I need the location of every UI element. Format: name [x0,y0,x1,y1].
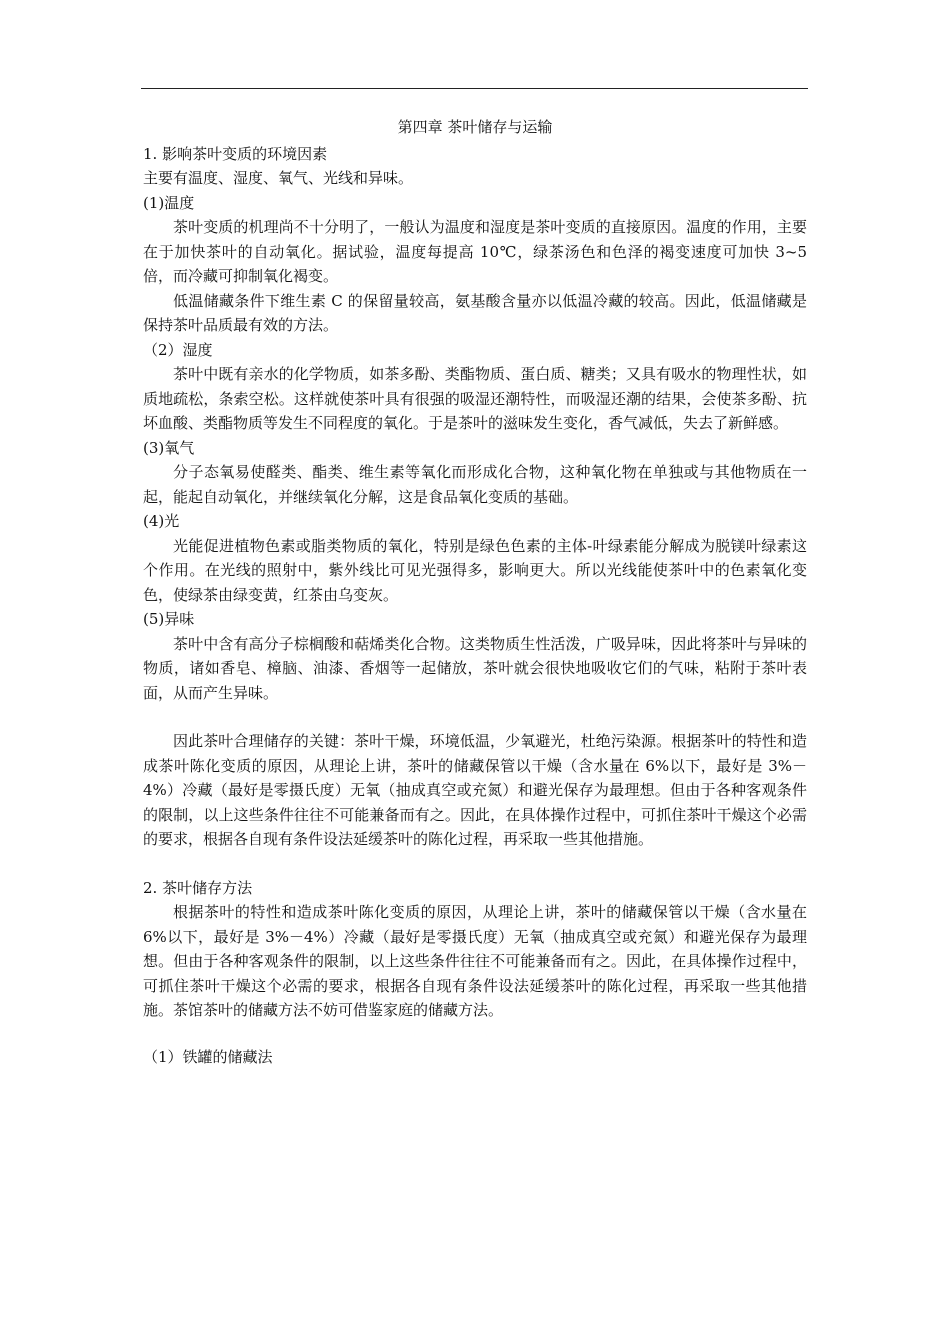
paragraph: 分子态氧易使醛类、酯类、维生素等氧化而形成化合物，这种氧化物在单独或与其他物质在一起，能起自动氧化，并继续氧化分解，这是食品氧化变质的基础。 [143,463,807,506]
document-body [143,115,807,1069]
subsection-heading-oxygen: (3)氧气 [143,438,195,457]
spacer [143,1023,807,1045]
summary-paragraph: 因此茶叶合理储存的关键：茶叶干燥，环境低温，少氧避光，杜绝污染源。根据茶叶的特性和造成茶叶陈化变质的原因，从理论上讲，茶叶的储藏保管以干燥（含水量在 6%以下，最好是 3%－4%）冷藏（最好是零摄氏度）无氧（抽成真空或充氮）和避光保存为最理想。但由于各种客观条件的限制，以上这些条件往往不可能兼备而有之。因此，在具体操作过程中，可抓住茶叶干燥这个必需的要求，根据各自现有条件设法延缓茶叶的陈化过程，再采取一些其他措施。 [143,732,807,848]
section-heading: 2. 茶叶储存方法 [143,878,253,897]
subsection-heading-light: (4)光 [143,512,180,530]
subsection-heading-humidity: （2）湿度 [143,340,213,359]
paragraph: 茶叶中含有高分子棕榈酸和萜烯类化合物。这类物质生性活泼，广吸异味，因此将茶叶与异味的物质，诸如香皂、樟脑、油漆、香烟等一起储放，茶叶就会很快地吸收它们的气味，粘附于茶叶表面，从而产生异味。 [143,634,807,702]
spacer [143,705,807,729]
section-heading: 1. 影响茶叶变质的环境因素 [143,144,328,163]
header-rule [141,88,808,89]
paragraph: 低温储藏条件下维生素 C 的保留量较高，氨基酸含量亦以低温冷藏的较高。因此，低温储藏是保持茶叶品质最有效的方法。 [143,291,807,334]
paragraph: 光能促进植物色素或脂类物质的氧化，特别是绿色色素的主体-叶绿素能分解成为脱镁叶绿素这个作用。在光线的照射中，紫外线比可见光强得多，影响更大。所以光线能使茶叶中的色素氧化变色，使绿茶由绿变黄，红茶由乌变灰。 [143,536,807,604]
subsection-heading-iron-can: （1）铁罐的储藏法 [143,1047,273,1066]
subsection-heading-temperature: (1)温度 [143,193,195,212]
subsection-heading-odor: (5)异味 [143,610,195,628]
section-intro: 主要有温度、湿度、氧气、光线和异味。 [143,169,414,187]
chapter-title: 第四章 茶叶储存与运输 [397,118,553,136]
spacer [143,852,807,876]
paragraph: 茶叶变质的机理尚不十分明了，一般认为温度和湿度是茶叶变质的直接原因。温度的作用，主要在于加快茶叶的自动氧化。据试验，温度每提高 10℃，绿茶汤色和色泽的褐变速度可加快 3~5 倍，而冷藏可抑制氧化褐变。 [143,218,807,285]
paragraph: 茶叶中既有亲水的化学物质，如茶多酚、类酯物质、蛋白质、糖类；又具有吸水的物理性状，如质地疏松，条索空松。这样就使茶叶具有很强的吸湿还潮特性，而吸湿还潮的结果，会使茶多酚、抗坏血酸、类酯物质等发生不同程度的氧化。于是茶叶的滋味发生变化，香气减低，失去了新鲜感。 [143,365,807,432]
paragraph: 根据茶叶的特性和造成茶叶陈化变质的原因，从理论上讲，茶叶的储藏保管以干燥（含水量在 6%以下，最好是 3%－4%）冷藏（最好是零摄氏度）无氧（抽成真空或充氮）和避光保存为最理想。但由于各种客观条件的限制，以上这些条件往往不可能兼备而有之。因此，在具体操作过程中，可抓住茶叶干燥这个必需的要求，根据各自现有条件设法延缓茶叶的陈化过程，再采取一些其他措施。茶馆茶叶的储藏方法不妨可借鉴家庭的储藏方法。 [143,903,807,1019]
